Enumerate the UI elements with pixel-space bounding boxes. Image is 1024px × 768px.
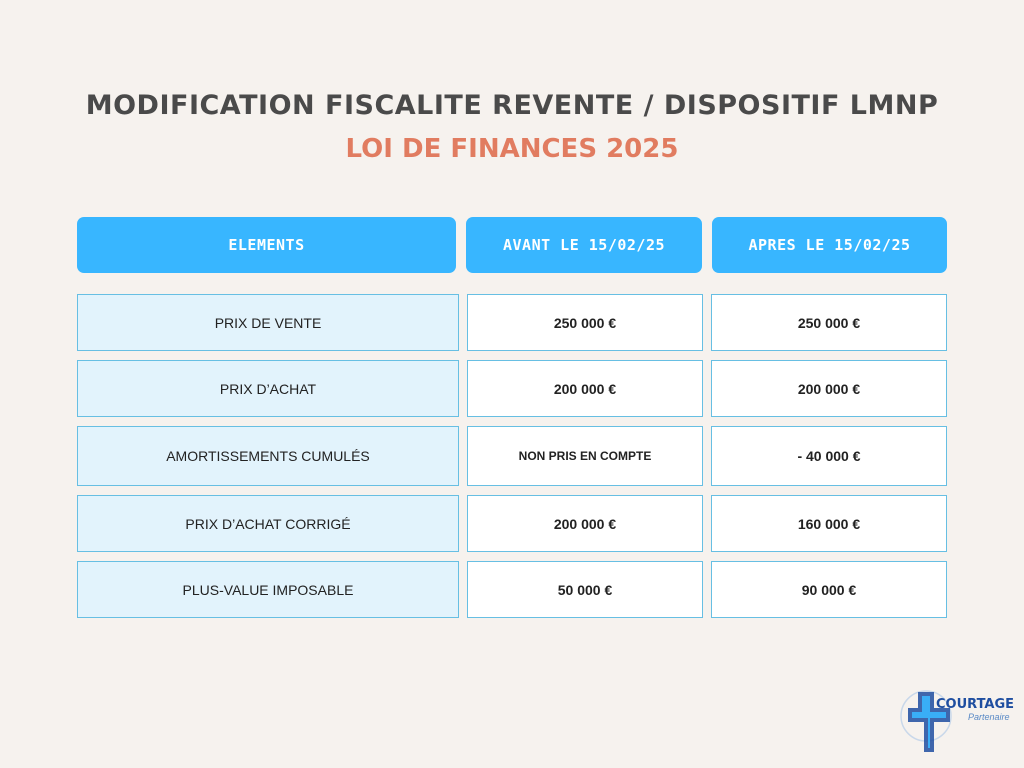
row-value-apres: 160 000 €: [711, 495, 947, 552]
row-value-apres: - 40 000 €: [711, 426, 947, 486]
row-label: PRIX DE VENTE: [77, 294, 459, 351]
row-value-apres: 250 000 €: [711, 294, 947, 351]
row-value-avant: 200 000 €: [467, 495, 703, 552]
header-elements: ELEMENTS: [77, 217, 456, 273]
page-title: MODIFICATION FISCALITE REVENTE / DISPOSITIF LMNP: [85, 90, 939, 121]
logo-name: COURTAGE: [936, 697, 1015, 712]
header-avant: AVANT LE 15/02/25: [466, 217, 702, 273]
row-value-avant: 50 000 €: [467, 561, 703, 618]
row-label: AMORTISSEMENTS CUMULÉS: [77, 426, 459, 486]
row-value-apres: 90 000 €: [711, 561, 947, 618]
row-value-avant: NON PRIS EN COMPTE: [467, 426, 703, 486]
row-label: PRIX D’ACHAT CORRIGÉ: [77, 495, 459, 552]
row-value-avant: 250 000 €: [467, 294, 703, 351]
row-label: PLUS-VALUE IMPOSABLE: [77, 561, 459, 618]
row-value-avant: 200 000 €: [467, 360, 703, 417]
page-subtitle: LOI DE FINANCES 2025: [345, 134, 679, 164]
row-label: PRIX D’ACHAT: [77, 360, 459, 417]
row-value-apres: 200 000 €: [711, 360, 947, 417]
header-apres: APRES LE 15/02/25: [712, 217, 947, 273]
logo-tagline: Partenaire: [968, 712, 1010, 722]
courtage-logo: [898, 680, 1018, 758]
